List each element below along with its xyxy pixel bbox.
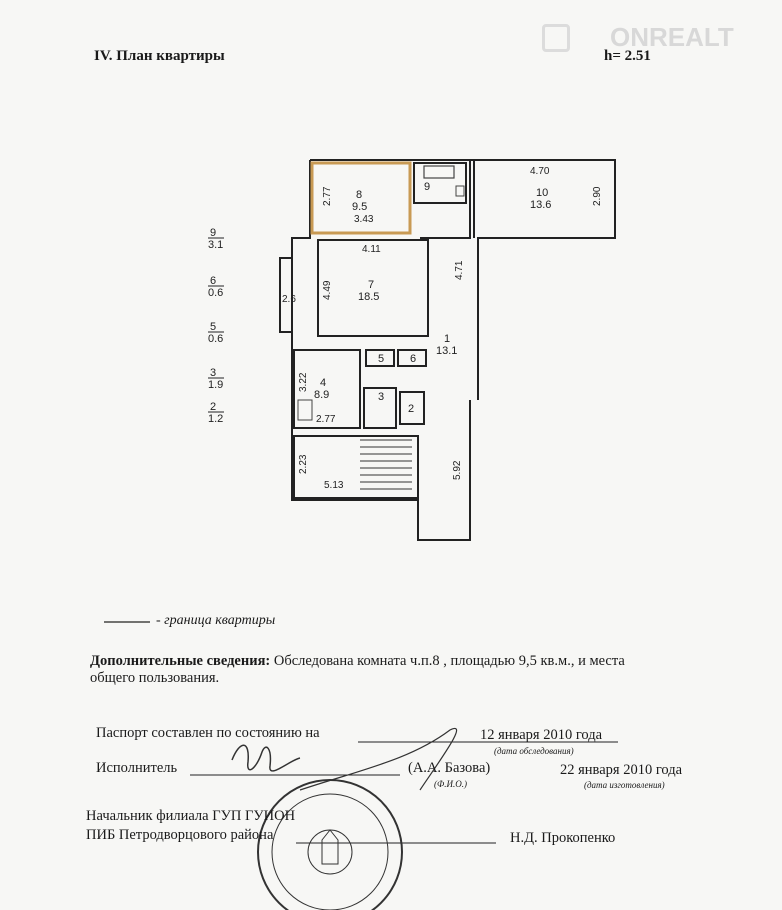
room-2-num: 2 [408,403,415,415]
room-7-num: 7 [368,279,375,291]
executor-label: Исполнитель [96,760,178,776]
room-1-area: 13.1 [436,345,458,357]
executor-name: (А.А. Базова) [408,760,491,776]
official-stamp [258,780,402,910]
chief-line-2: ПИБ Петродворцового района [86,827,274,843]
ceiling-height: h= 2.51 [604,48,651,64]
additional-label: Дополнительные сведения: [90,653,271,669]
made-date-caption: (дата изготовления) [584,780,665,790]
page-title: IV. План квартиры [94,48,225,64]
passport-date: 12 января 2010 года [480,727,603,743]
signature [232,745,300,771]
dim-label: 2.77 [322,186,333,206]
room-8-area: 9.5 [352,201,368,213]
dim-label: 4.70 [530,166,550,177]
room-6-num: 6 [410,353,417,365]
side-list-num: 9 [210,227,217,239]
side-list-area: 1.9 [208,379,224,391]
room-8-num: 8 [356,189,363,201]
room-7-area: 18.5 [358,291,380,303]
dim-label: 4.11 [362,244,381,255]
additional-text: Обследована комната ч.п.8 , площадью 9,5 кв.м., и места [270,653,625,669]
dim-label: 2.23 [298,454,309,474]
dim-label: 3.22 [298,372,309,392]
dim-label: 2.90 [592,186,603,206]
room-5-num: 5 [378,353,385,365]
side-list-area: 0.6 [208,287,224,299]
side-list-num: 5 [210,321,217,333]
side-list-num: 2 [210,401,217,413]
executor-name-caption: (Ф.И.О.) [434,779,467,789]
dim-label: 3.43 [354,214,374,225]
room-10-area: 13.6 [530,199,552,211]
side-list-area: 0.6 [208,333,224,345]
room-4-num: 4 [320,377,327,389]
side-list-num: 6 [210,275,217,287]
dim-label: 2.77 [316,414,336,425]
room-9-num: 9 [424,181,431,193]
watermark-text: ONREALT [610,22,734,52]
legend-text: - граница квартиры [156,613,276,628]
side-list-area: 3.1 [208,239,224,251]
passport-label: Паспорт составлен по состоянию на [96,725,320,741]
dim-label: 5.92 [452,460,463,480]
chief-line-1: Начальник филиала ГУП ГУИОН [86,808,296,824]
room-3-num: 3 [378,391,385,403]
chief-name: Н.Д. Прокопенко [510,830,616,846]
dim-label: 4.71 [454,260,465,280]
made-date: 22 января 2010 года [560,762,683,778]
dim-label: 2.6 [282,294,296,305]
room-10-num: 10 [536,187,549,199]
room-4-area: 8.9 [314,389,330,401]
side-list-num: 3 [210,367,217,379]
side-list-area: 1.2 [208,413,224,425]
dim-label: 5.13 [324,480,344,491]
room-1-num: 1 [444,333,451,345]
passport-date-caption: (дата обследования) [494,746,574,756]
additional-text-2: общего пользования. [90,670,220,686]
dim-label: 4.49 [322,280,333,300]
